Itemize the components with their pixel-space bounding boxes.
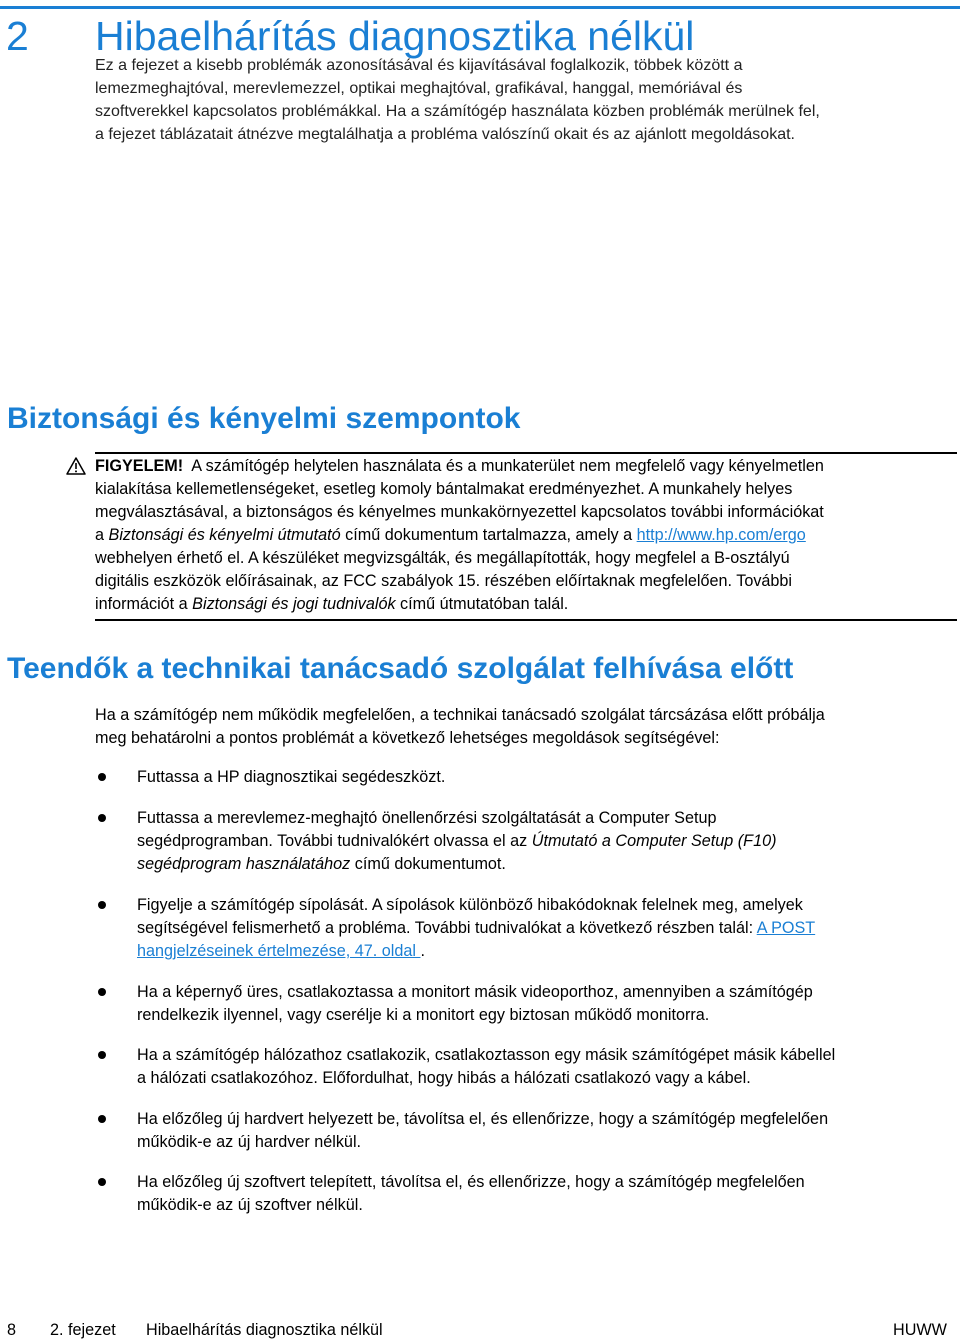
guide-title: Biztonsági és jogi tudnivalók [192, 595, 396, 613]
chapter-title: Hibaelhárítás diagnosztika nélkül [95, 13, 695, 59]
warning-label: FIGYELEM! [95, 457, 184, 475]
footer-page-number: 8 [7, 1321, 17, 1339]
section2-intro-line: Ha a számítógép nem működik megfelelően, a technikai tanácsadó szolgálat tárcsázása előtt próbálja [95, 706, 825, 724]
section2-intro-line: meg behatárolni a pontos problémát a következő lehetséges megoldások segítségével: [95, 729, 720, 747]
footer-doc-code: HUWW [893, 1321, 947, 1339]
post-beep-link[interactable]: A POST [756, 919, 816, 937]
warning-text: című útmutatóban talál. [395, 595, 569, 613]
section-heading-before-calling: Teendők a technikai tanácsadó szolgálat felhívása előtt [7, 652, 794, 685]
warning-text: webhelyen érhető el. A készüléket megvizsgálták, és megállapították, hogy megfelel a B-osztályú [95, 549, 790, 567]
chapter-top-rule [0, 6, 960, 9]
intro-line: a fejezet táblázatait átnézve megtalálhatja a probléma valószínű okait és az ajánlott megoldásokat. [95, 126, 795, 143]
list-item: Ha előzőleg új hardvert helyezett be, távolítsa el, és ellenőrizze, hogy a számítógép megfelelően működik-e az új hardver nélkül. [137, 1110, 829, 1151]
footer-chapter-title: Hibaelhárítás diagnosztika nélkül [146, 1321, 383, 1339]
list-item: Ha a számítógép hálózathoz csatlakozik, csatlakoztasson egy másik számítógépet másik kábellel a hálózati csatlakozóhoz. Előfordulhat, hogy hibás a hálózati csatlakozó vagy a kábel. [137, 1046, 836, 1087]
list-item: Ha a képernyő üres, csatlakoztassa a monitort másik videoporthoz, amennyiben a számítógép rendelkezik ilyennel, vagy cserélje ki a monitort egy biztosan működő monitorra. [137, 983, 813, 1024]
list-item: Ha előzőleg új szoftvert telepített, távolítsa el, és ellenőrizze, hogy a számítógép megfelelően működik-e az új szoftver nélkül. [137, 1173, 805, 1214]
chapter-number: 2 [6, 13, 29, 59]
bullet-marker [98, 773, 106, 781]
guide-title: Útmutató a Computer Setup (F10) [531, 832, 777, 850]
warning-icon [66, 457, 86, 475]
warning-text: című dokumentum tartalmazza, amely a [340, 526, 637, 544]
post-beep-link[interactable]: hangjelzéseinek értelmezése, 47. oldal [137, 942, 421, 960]
ergo-link[interactable]: http://www.hp.com/ergo [636, 526, 806, 544]
list-item: Futtassa a merevlemez-meghajtó önellenőrzési szolgáltatását a Computer Setup segédprogramban. További tudnivalókért olvassa el az Útmutató a Computer Setup (F10) segédprogram használatához című dokumentumot. [137, 809, 777, 873]
intro-paragraph [95, 54, 957, 146]
list-item: Figyelje a számítógép sípolását. A sípolások különböző hibakódoknak felelnek meg, amelyek segítségével felismerhető a probléma. További tudnivalókat a következő részben talál: A POST hangjelzéseinek értelmezése, 47. oldal . [137, 896, 816, 960]
intro-line: lemezmeghajtóval, merevlemezzel, optikai meghajtóval, grafikával, hanggal, memóriával és [95, 80, 743, 97]
footer-chapter-ref: 2. fejezet [50, 1321, 116, 1339]
warning-box [95, 455, 957, 616]
intro-line: szoftverekkel kapcsolatos problémákkal. Ha a számítógép használata közben problémák merülnek fel, [95, 103, 820, 120]
list-item: Futtassa a HP diagnosztikai segédeszközt. [137, 768, 446, 786]
intro-line: Ez a fejezet a kisebb problémák azonosításával és kijavításával foglalkozik, többek között a [95, 57, 743, 74]
section-heading-safety: Biztonsági és kényelmi szempontok [7, 402, 521, 435]
warning-text: digitális eszközök előírásainak, az FCC szabályok 15. részében előírtaknak megfelelően. További [95, 572, 793, 590]
section2-intro [95, 704, 957, 750]
bullet-marker [98, 814, 106, 822]
warning-text: A számítógép helytelen használata és a munkaterület nem megfelelő vagy kényelmetlen [191, 457, 824, 475]
warning-top-rule [95, 452, 957, 454]
guide-title: segédprogram használatához [137, 855, 351, 873]
warning-text: a [95, 526, 109, 544]
warning-bottom-rule [95, 619, 957, 621]
bullet-marker [98, 1115, 106, 1123]
warning-text: megválasztásával, a biztonságos és kényelmes munkakörnyezettel kapcsolatos további információkat [95, 503, 824, 521]
guide-title: Biztonsági és kényelmi útmutató [108, 526, 341, 544]
bullet-marker [98, 1178, 106, 1186]
bullet-marker [98, 1051, 106, 1059]
warning-text: kialakítása kellemetlenségeket, esetleg komoly bántalmakat eredményezhet. A munkahely helyes [95, 480, 793, 498]
bullet-marker [98, 988, 106, 996]
bullet-marker [98, 901, 106, 909]
warning-text: információt a [95, 595, 193, 613]
